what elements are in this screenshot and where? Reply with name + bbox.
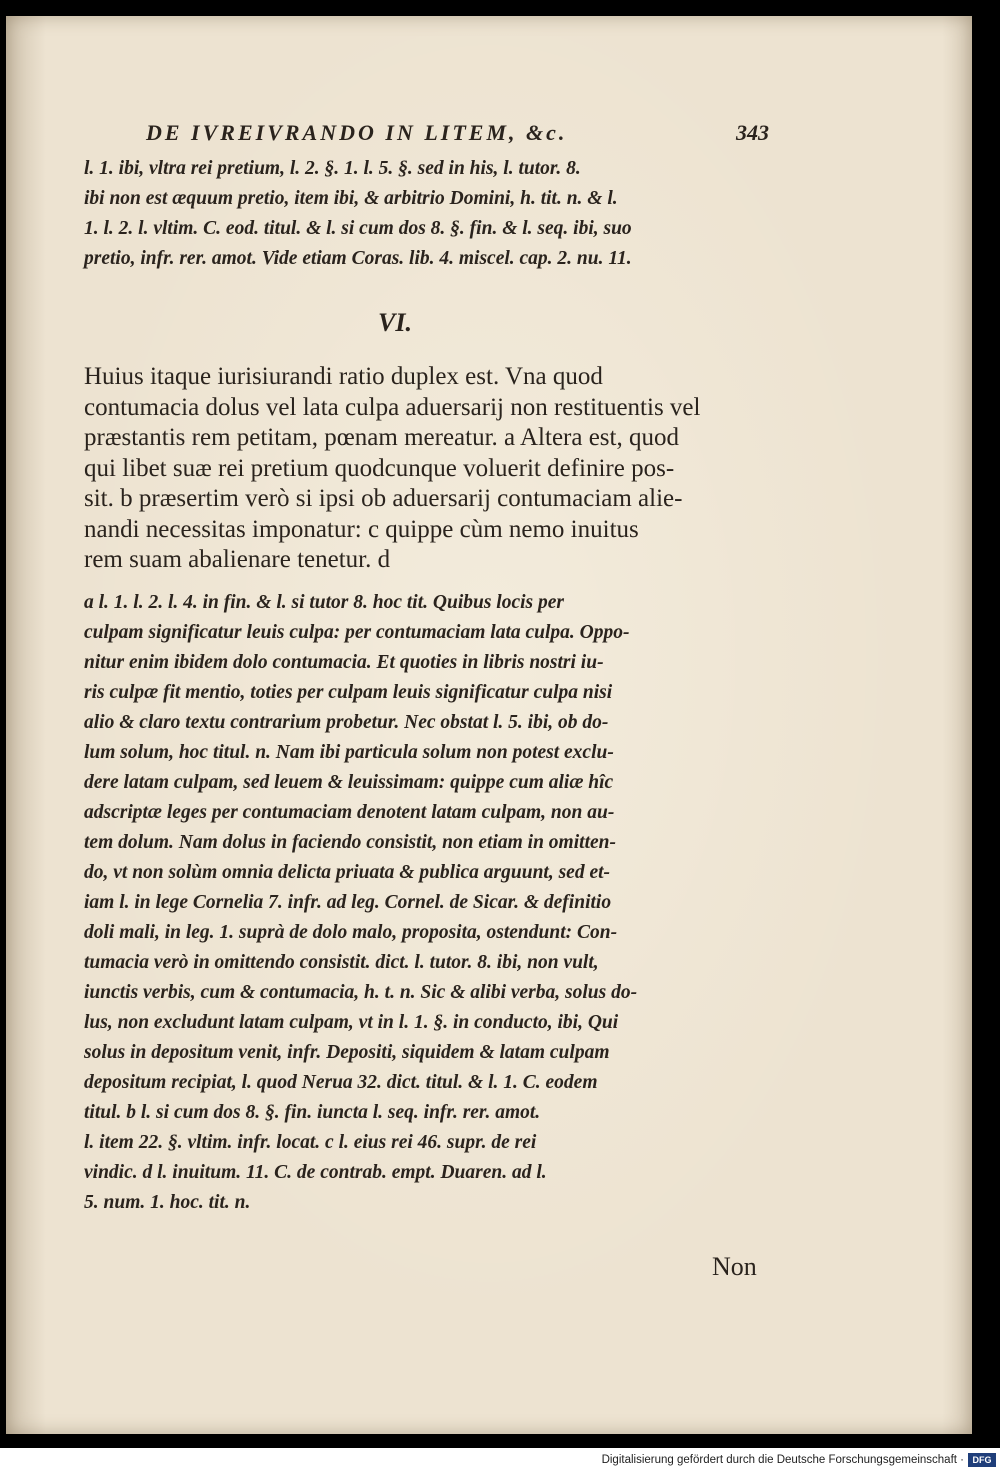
dfg-logo: DFG <box>968 1453 996 1467</box>
text-line: do, vt non solùm omnia delicta priuata & publica arguunt, sed et- <box>84 862 611 883</box>
text-line: 5. num. 1. hoc. tit. n. <box>84 1192 251 1213</box>
text-line: ibi non est æquum pretio, item ibi, & arbitrio Domini, h. tit. n. & l. <box>84 188 618 209</box>
main-paragraph <box>84 362 784 576</box>
text-line: Huius itaque iurisiurandi ratio duplex est. Vna quod <box>84 363 603 390</box>
section-number: VI. <box>378 308 412 337</box>
catchword: Non <box>712 1252 757 1281</box>
text-line: nitur enim ibidem dolo contumacia. Et quoties in libris nostri iu- <box>84 652 604 673</box>
top-footnote <box>84 154 764 274</box>
text-line: culpam significatur leuis culpa: per contumaciam lata culpa. Oppo- <box>84 622 630 643</box>
text-line: iunctis verbis, cum & contumacia, h. t. n. Sic & alibi verba, solus do- <box>84 982 638 1003</box>
text-line: adscriptæ leges per contumaciam denotent latam culpam, non au- <box>84 802 615 823</box>
text-line: nandi necessitas imponatur: c quippe cùm nemo inuitus <box>84 515 639 543</box>
text-line: sit. b præsertim verò si ipsi ob aduersarij contumaciam alie- <box>84 485 683 512</box>
book-page <box>6 16 972 1434</box>
running-head: DE IVREIVRANDO IN LITEM, &c. <box>146 120 568 145</box>
bottom-footnotes <box>84 588 764 1218</box>
text-line: lum solum, hoc titul. n. Nam ibi particula solum non potest exclu- <box>84 742 614 763</box>
page-number: 343 <box>736 120 769 145</box>
text-line: vindic. d l. inuitum. 11. C. de contrab. empt. Duaren. ad l. <box>84 1162 547 1183</box>
text-line: 1. l. 2. l. vltim. C. eod. titul. & l. si cum dos 8. §. fin. & l. seq. ibi, suo <box>84 218 632 239</box>
text-line: contumacia dolus vel lata culpa aduersarij non restituentis vel <box>84 393 701 421</box>
text-line: lus, non excludunt latam culpam, vt in l. 1. §. in conducto, ibi, Qui <box>84 1012 619 1033</box>
text-line: titul. b l. si cum dos 8. §. fin. iuncta l. seq. infr. rer. amot. <box>84 1102 541 1123</box>
text-line: solus in depositum venit, infr. Depositi, siquidem & latam culpam <box>84 1042 610 1063</box>
text-line: præstantis rem petitam, pœnam mereatur. a Altera est, quod <box>84 424 679 451</box>
text-line: dere latam culpam, sed leuem & leuissimam: quippe cum aliæ hîc <box>84 772 614 793</box>
text-line: qui libet suæ rei pretium quodcunque voluerit definire pos- <box>84 454 675 482</box>
text-line: a l. 1. l. 2. l. 4. in fin. & l. si tutor 8. hoc tit. Quibus locis per <box>84 592 564 613</box>
text-line: ris culpæ fit mentio, toties per culpam leuis significatur culpa nisi <box>84 682 613 703</box>
footer-bar <box>0 1448 1000 1474</box>
text-line: l. 1. ibi, vltra rei pretium, l. 2. §. 1. l. 5. §. sed in his, l. tutor. 8. <box>84 158 581 179</box>
text-line: tumacia verò in omittendo consistit. dict. l. tutor. 8. ibi, non vult, <box>84 952 599 973</box>
funding-credit: Digitalisierung gefördert durch die Deutsche Forschungsgemeinschaft · <box>601 1454 964 1466</box>
text-line: doli mali, in leg. 1. suprà de dolo malo, proposita, ostendunt: Con- <box>84 922 618 943</box>
text-line: tem dolum. Nam dolus in faciendo consistit, non etiam in omitten- <box>84 832 616 853</box>
text-line: alio & claro textu contrarium probetur. Nec obstat l. 5. ibi, ob do- <box>84 712 609 733</box>
text-line: depositum recipiat, l. quod Nerua 32. dict. titul. & l. 1. C. eodem <box>84 1072 598 1093</box>
text-line: l. item 22. §. vltim. infr. locat. c l. eius rei 46. supr. de rei <box>84 1132 537 1153</box>
text-line: iam l. in lege Cornelia 7. infr. ad leg. Cornel. de Sicar. & definitio <box>84 892 612 913</box>
text-line: rem suam abalienare tenetur. d <box>84 546 391 573</box>
text-line: pretio, infr. rer. amot. Vide etiam Coras. lib. 4. miscel. cap. 2. nu. 11. <box>84 248 632 269</box>
